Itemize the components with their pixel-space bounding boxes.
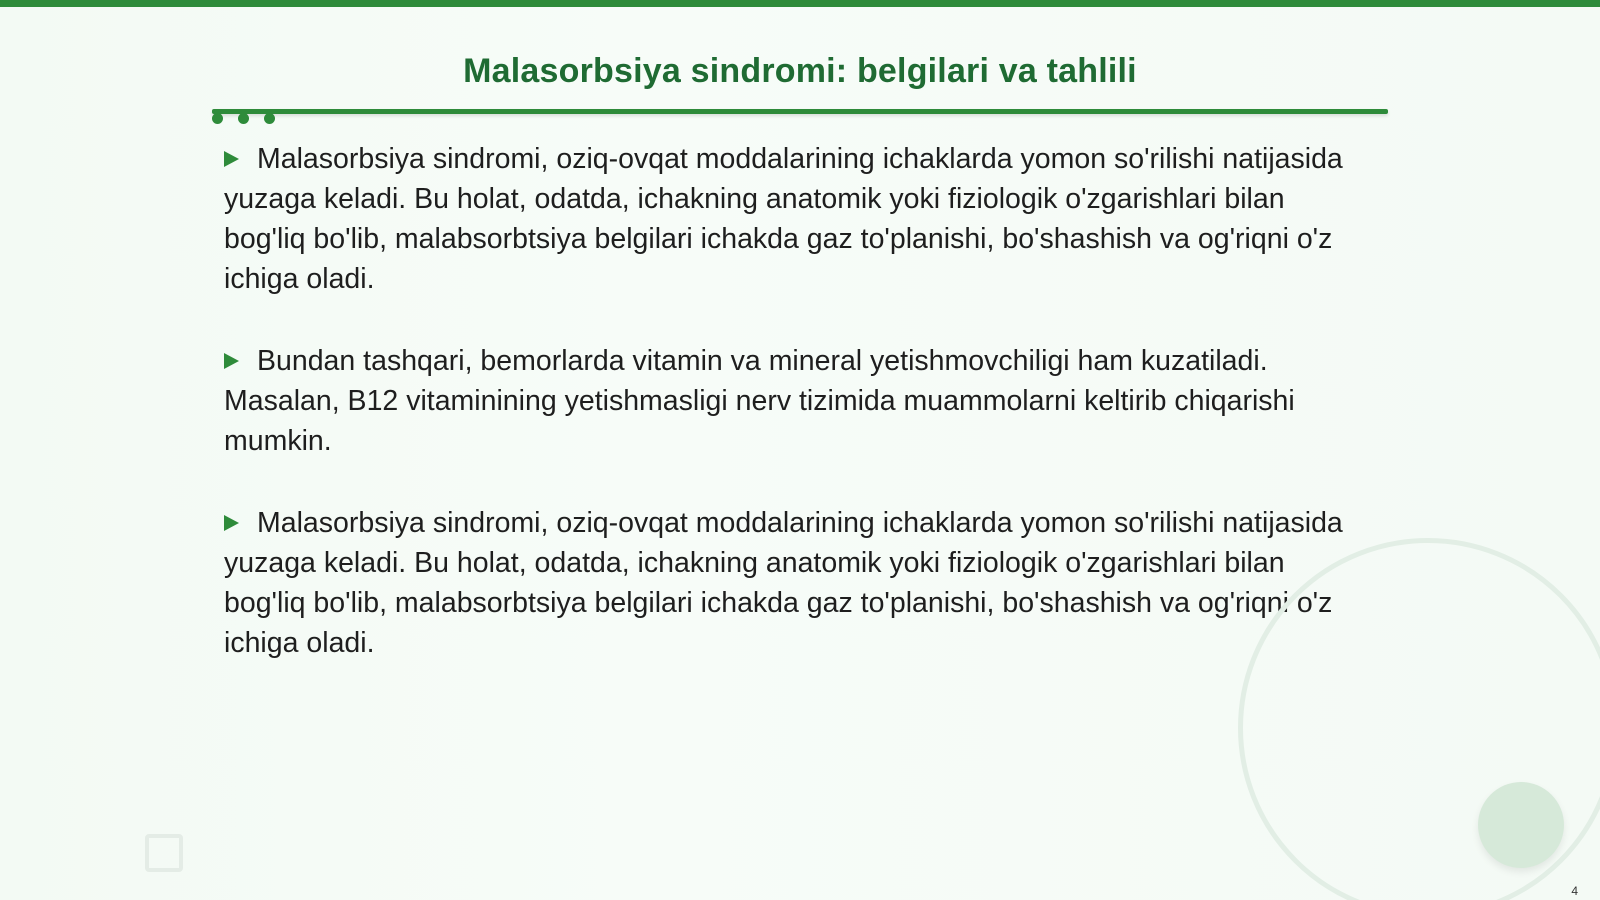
decorative-square <box>145 834 183 872</box>
dot-icon <box>238 113 249 124</box>
paragraph-text: Malasorbsiya sindromi, oziq-ovqat moddalarining ichaklarda yomon so'rilishi natijasida yuzaga keladi. Bu holat, odatda, ichakning anatomik yoki fiziologik o'zgarishlari bilan bog'liq bo'lib, malabsorbtsiya belgilari ichakda gaz to'planishi, bo'shashish va og'riqni o'z ichiga oladi. <box>224 143 1343 295</box>
dot-icon <box>212 113 223 124</box>
bullet-paragraph-3 <box>224 503 1364 663</box>
paragraph-text: Bundan tashqari, bemorlarda vitamin va mineral yetishmovchiligi ham kuzatiladi. Masalan, B12 vitaminining yetishmasligi nerv tizimida muammolarni keltirib chiqarishi mumkin. <box>224 345 1295 457</box>
bullet-paragraph-1 <box>224 139 1364 299</box>
triangle-right-icon <box>224 353 239 369</box>
bullet-paragraph-2 <box>224 341 1364 461</box>
paragraph-text: Malasorbsiya sindromi, oziq-ovqat moddalarining ichaklarda yomon so'rilishi natijasida yuzaga keladi. Bu holat, odatda, ichakning anatomik yoki fiziologik o'zgarishlari bilan bog'liq bo'lib, malabsorbtsiya belgilari ichakda gaz to'planishi, bo'shashish va og'riqni o'z ichiga oladi. <box>224 507 1343 659</box>
top-accent-bar <box>0 0 1600 7</box>
page-number: 4 <box>1571 884 1578 898</box>
bullet-list <box>224 139 1364 705</box>
decorative-circle <box>1478 782 1564 868</box>
title-underline <box>212 109 1388 114</box>
triangle-right-icon <box>224 515 239 531</box>
triangle-right-icon <box>224 151 239 167</box>
decorative-dots <box>212 113 282 125</box>
slide-title: Malasorbsiya sindromi: belgilari va tahlili <box>463 52 1137 90</box>
dot-icon <box>264 113 275 124</box>
